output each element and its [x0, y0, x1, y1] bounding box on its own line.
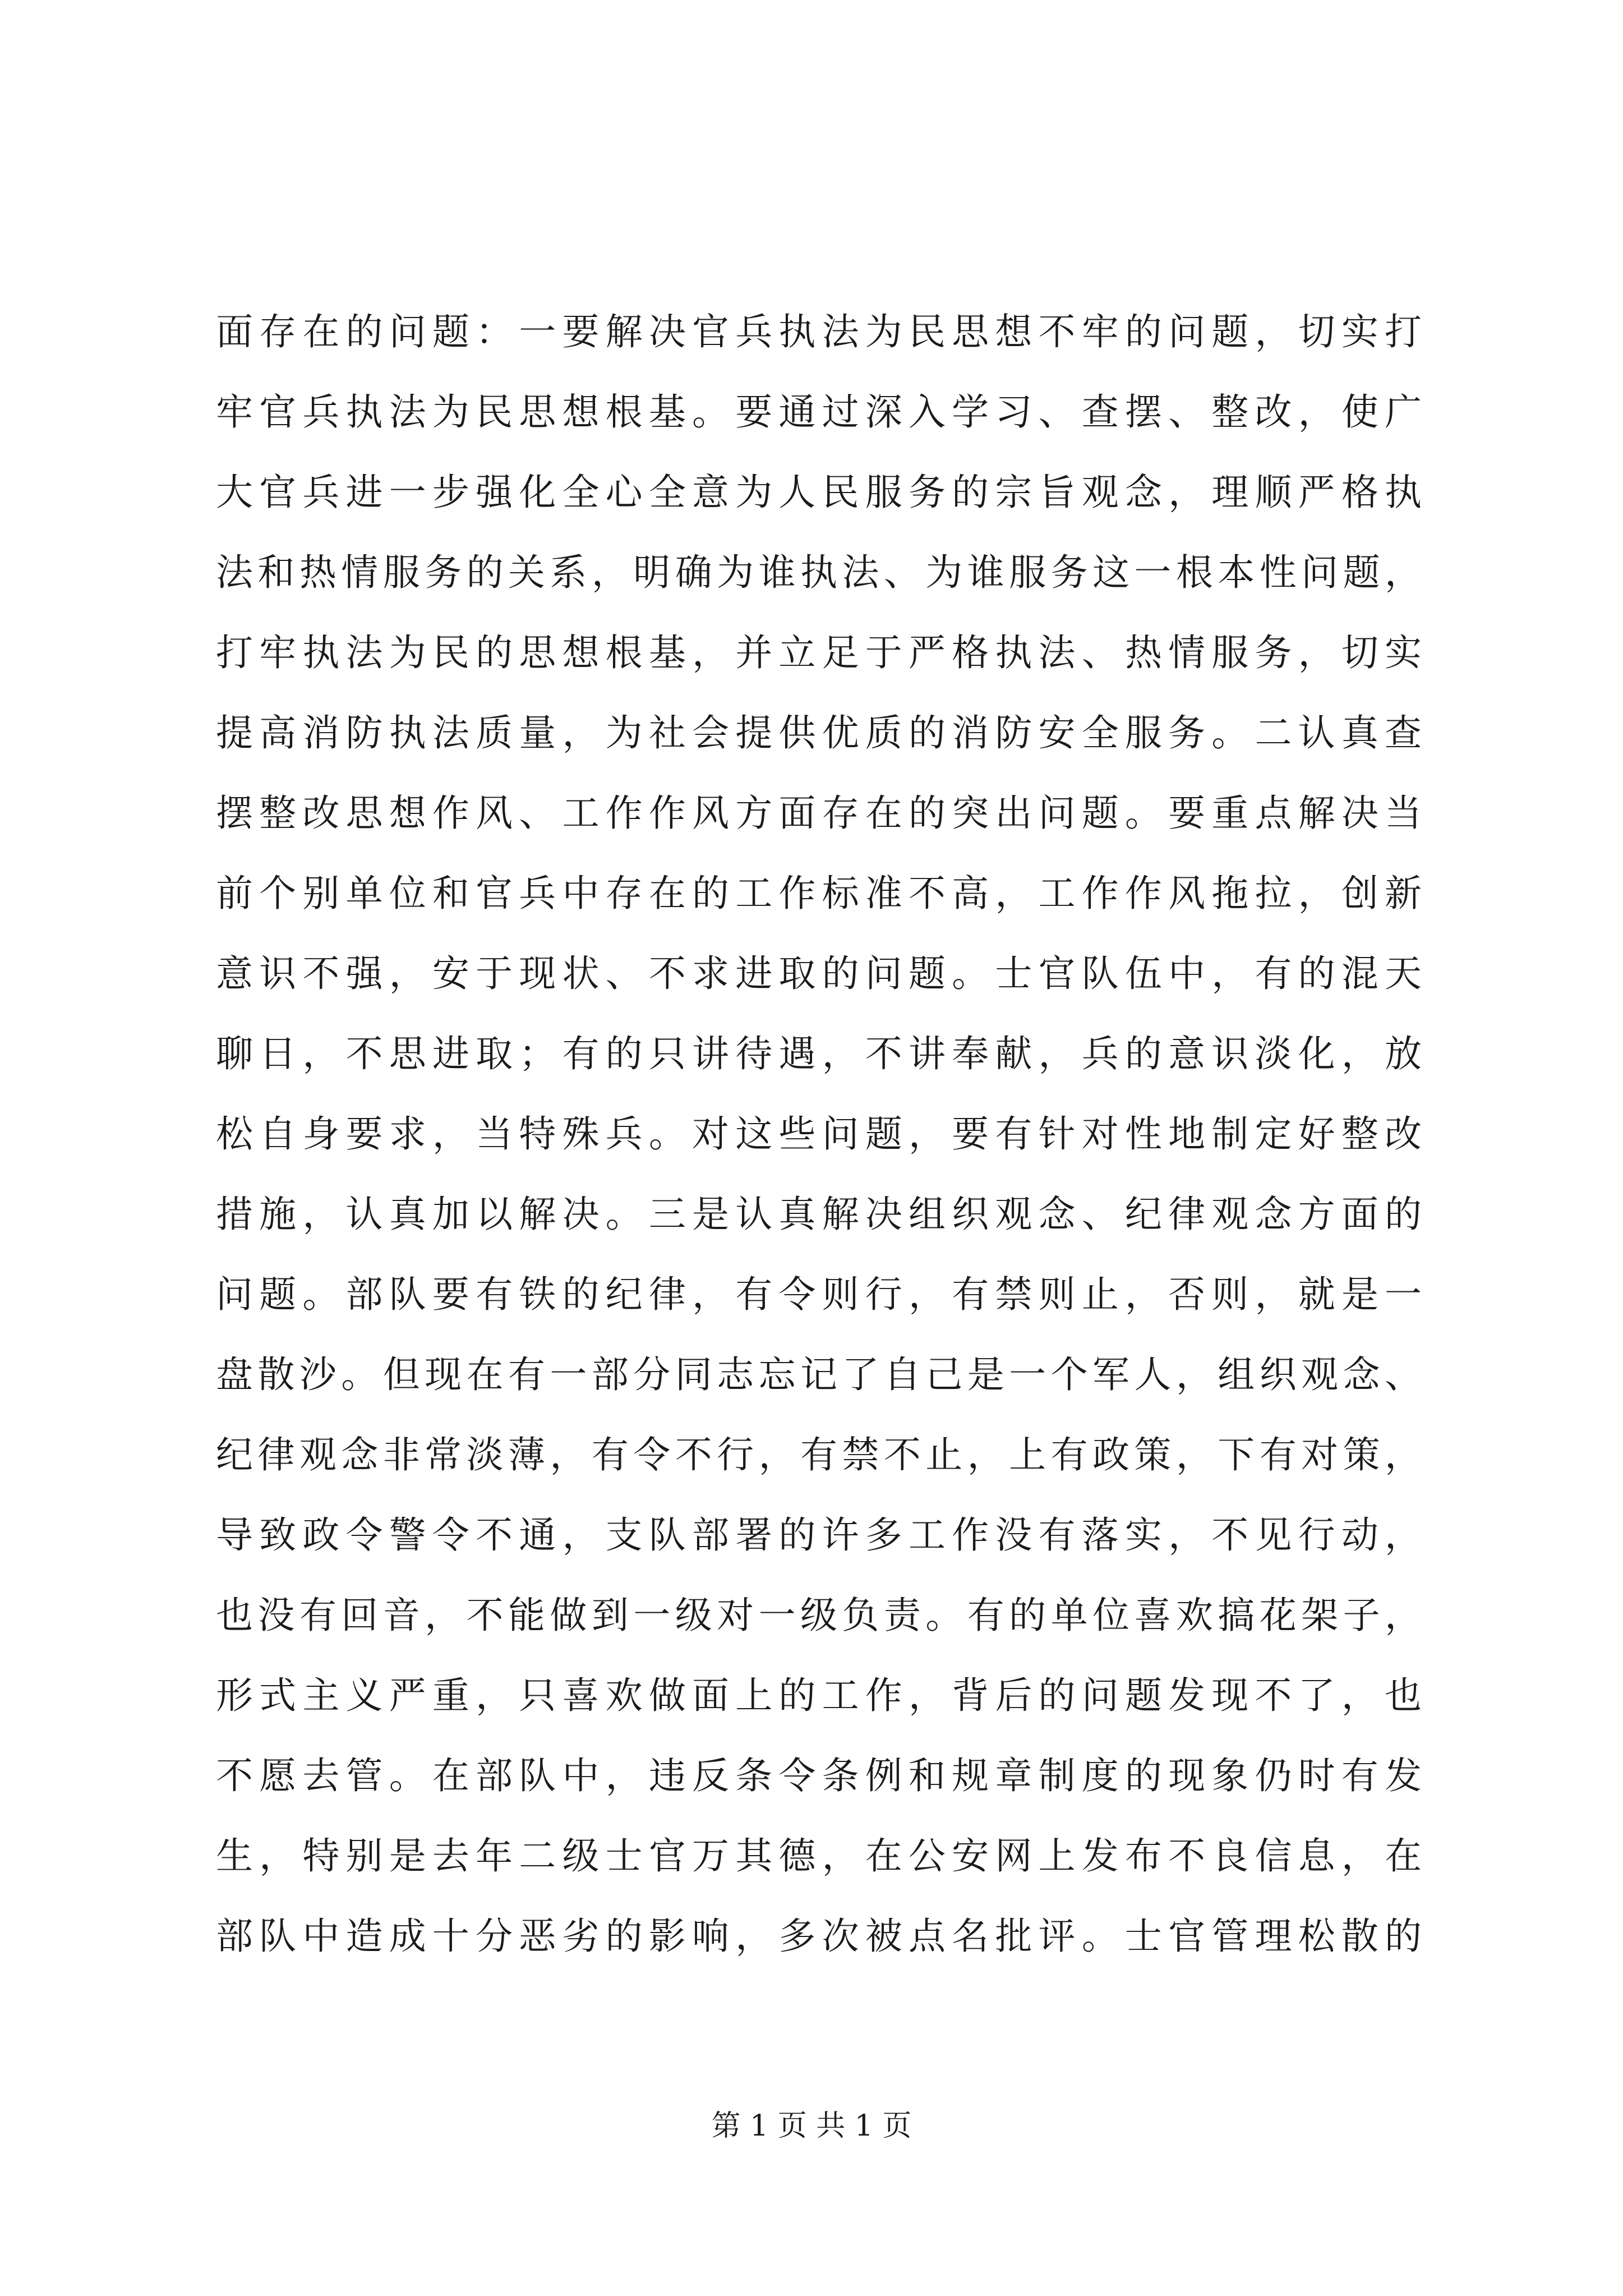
text-line: 前个别单位和官兵中存在的工作标准不高，工作作风拖拉，创新: [216, 872, 1422, 915]
text-line: 大官兵进一步强化全心全意为人民服务的宗旨观念，理顺严格执: [216, 471, 1422, 514]
text-line: 摆整改思想作风、工作作风方面存在的突出问题。要重点解决当: [216, 792, 1422, 835]
document-body: [216, 292, 1422, 1976]
text-line: 生，特别是去年二级士官万其德，在公安网上发布不良信息，在: [216, 1834, 1422, 1878]
text-line: 纪律观念非常淡薄，有令不行，有禁不止，上有政策，下有对策，: [216, 1433, 1422, 1476]
text-line: 措施，认真加以解决。三是认真解决组织观念、纪律观念方面的: [216, 1193, 1422, 1236]
text-line: 提高消防执法质量，为社会提供优质的消防安全服务。二认真查: [216, 711, 1422, 754]
text-line: 导致政令警令不通，支队部署的许多工作没有落实，不见行动，: [216, 1513, 1422, 1557]
text-line: 打牢执法为民的思想根基，并立足于严格执法、热情服务，切实: [216, 631, 1422, 674]
text-line: 盘散沙。但现在有一部分同志忘记了自己是一个军人，组织观念、: [216, 1353, 1422, 1396]
text-line: 面存在的问题：一要解决官兵执法为民思想不牢的问题，切实打: [216, 310, 1422, 353]
text-line: 牢官兵执法为民思想根基。要通过深入学习、查摆、整改，使广: [216, 390, 1422, 434]
text-line: 形式主义严重，只喜欢做面上的工作，背后的问题发现不了，也: [216, 1674, 1422, 1717]
text-line: 部队中造成十分恶劣的影响，多次被点名批评。士官管理松散的: [216, 1915, 1422, 1958]
page-number: 第 1 页 共 1 页: [711, 2109, 912, 2143]
text-line: 也没有回音，不能做到一级对一级负责。有的单位喜欢搞花架子，: [216, 1594, 1422, 1637]
text-line: 松自身要求，当特殊兵。对这些问题，要有针对性地制定好整改: [216, 1112, 1422, 1156]
text-line: 问题。部队要有铁的纪律，有令则行，有禁则止，否则，就是一: [216, 1273, 1422, 1316]
text-line: 不愿去管。在部队中，违反条令条例和规章制度的现象仍时有发: [216, 1754, 1422, 1797]
text-line: 聊日，不思进取；有的只讲待遇，不讲奉献，兵的意识淡化，放: [216, 1032, 1422, 1075]
text-line: 法和热情服务的关系，明确为谁执法、为谁服务这一根本性问题，: [216, 551, 1422, 594]
text-line: 意识不强，安于现状、不求进取的问题。士官队伍中，有的混天: [216, 952, 1422, 995]
